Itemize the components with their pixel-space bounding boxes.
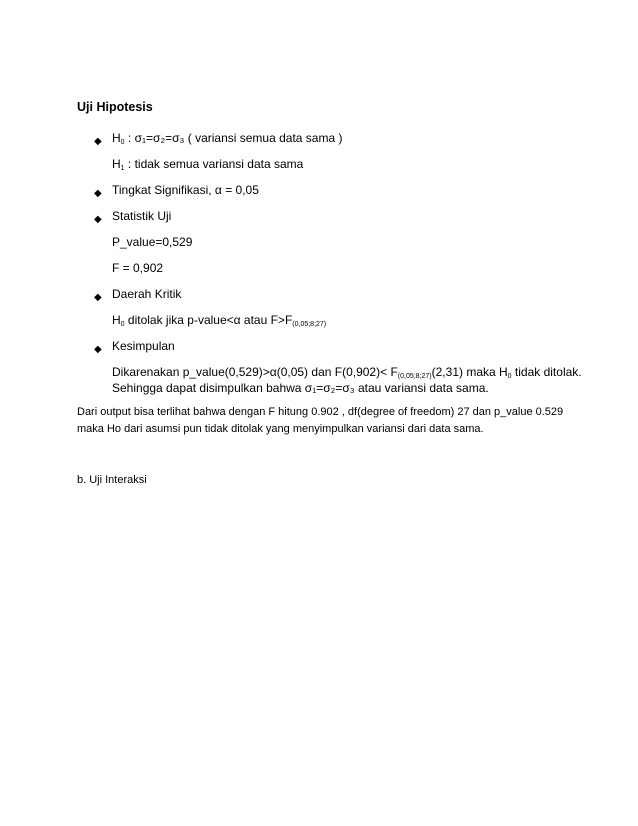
- significance-level: Tingkat Signifikasi, α = 0,05: [112, 183, 259, 197]
- critical-region-rule: $H_0$ ditolak jika p-value<α atau $F>F_{(0,05;8;27)}$: [112, 313, 327, 328]
- paragraph-line: maka Ho dari asumsi pun tidak ditolak yang menyimpulkan variansi dari data sama.: [77, 423, 484, 435]
- p-value-text: P_value=0,529: [112, 235, 193, 249]
- diamond-bullet-icon: ◆: [94, 136, 102, 147]
- conclusion-label: Kesimpulan: [112, 339, 175, 353]
- f-value-text: F = 0,902: [112, 261, 164, 275]
- conclusion-text-line1: Dikarenakan p_value(0,529)>α(0,05) dan $F(0,902)< F_{(0,05;8;27)}(2,31)$ maka $H_0$ tidak ditolak.: [112, 365, 582, 380]
- diamond-bullet-icon: ◆: [94, 292, 102, 303]
- section-heading: Uji Hipotesis: [77, 100, 153, 114]
- null-hypothesis: $H_0$ : σ₁=σ₂=σ₃ ( variansi semua data sama ): [112, 131, 343, 146]
- section-b-heading: b. Uji Interaksi: [77, 474, 147, 486]
- critical-region-label: Daerah Kritik: [112, 287, 182, 301]
- diamond-bullet-icon: ◆: [94, 214, 102, 225]
- diamond-bullet-icon: ◆: [94, 188, 102, 199]
- test-statistic-label: Statistik Uji: [112, 209, 172, 223]
- alternative-hypothesis: $H_1$ : tidak semua variansi data sama: [112, 157, 304, 172]
- conclusion-text-line2: Sehingga dapat disimpulkan bahwa σ₁=σ₂=σ₃ atau variansi data sama.: [112, 381, 489, 395]
- paragraph-line: Dari output bisa terlihat bahwa dengan F hitung 0.902 , df(degree of freedom) 27 dan p_value 0.529: [77, 406, 564, 418]
- diamond-bullet-icon: ◆: [94, 344, 102, 355]
